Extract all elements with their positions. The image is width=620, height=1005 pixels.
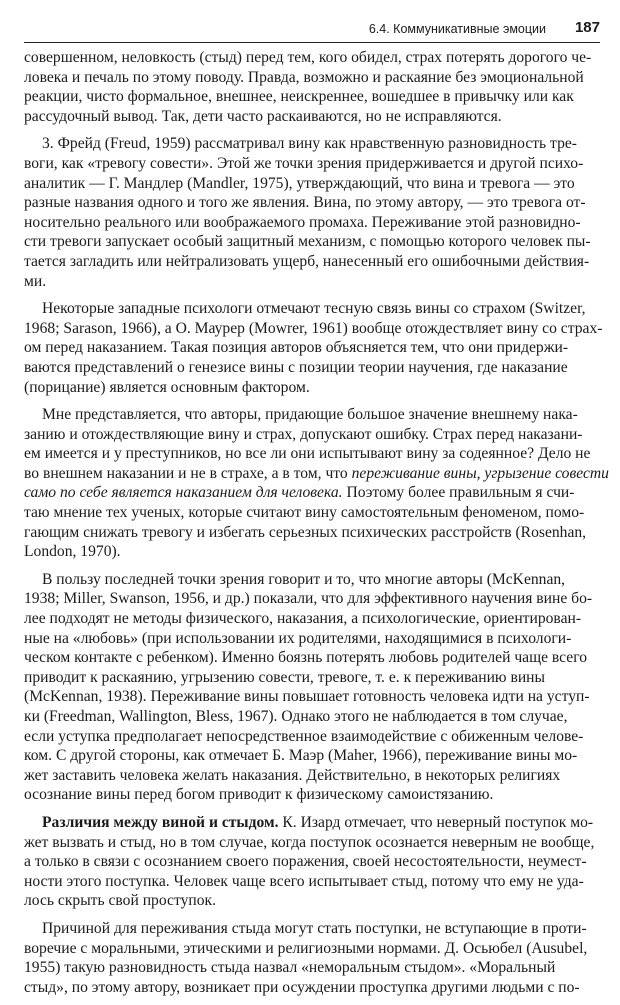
text-line: London, 1970).	[24, 543, 121, 561]
text-line: ком. С другой стороны, как отмечает Б. Маэр (Maher, 1966), переживание вины мо-	[24, 747, 578, 765]
text-line: таю мнение тех ученых, которые считают вину самостоятельным феноменом, помо-	[24, 504, 585, 522]
text-line: 1938; Miller, Swanson, 1956, и др.) показали, что для эффективного научения вине бо-	[24, 590, 593, 608]
run-in-heading: Различия между виной и стыдом.	[42, 813, 279, 831]
text-line: (порицание) является основным фактором.	[24, 378, 310, 396]
text-line	[24, 464, 620, 484]
text-line: рассудочный вывод. Так, дети часто раскаиваются, но не исправляются.	[24, 107, 502, 125]
text-line: осознание вины перед богом приводит к физическому самоистязанию.	[24, 786, 494, 804]
text-line: воречие с моральными, этическими и религиозными нормами. Д. Осьюбел (Ausubel,	[24, 939, 588, 957]
text-line	[24, 813, 620, 833]
text-line: ки (Freedman, Wallington, Bless, 1967). Однако этого не наблюдается в том случае,	[24, 708, 568, 725]
text-line: Причиной для переживания стыда могут стать поступки, не вступающие в проти-	[42, 919, 587, 937]
text-line: 1968; Sarason, 1966), а О. Маурер (Mowrer, 1961) вообще отождествляет вину со страх-	[24, 319, 603, 337]
text-line: Некоторые западные психологи отмечают тесную связь вины со страхом (Switzer,	[42, 300, 586, 318]
paragraph	[24, 405, 620, 562]
paragraph	[24, 570, 620, 805]
italic-emphasis: переживание вины, угрызение совести	[351, 464, 609, 482]
paragraph	[24, 299, 620, 397]
paragraph	[24, 919, 620, 997]
text-run: Поэтому более правильным я счи-	[342, 484, 575, 502]
text-line: сти тревоги запускает особый защитный механизм, с помощью которого человек пы-	[24, 233, 591, 251]
text-line: совершенном, неловкость (стыд) перед тем, кого обидел, страх потерять дорогого че-	[24, 49, 592, 66]
text-line: приводит к раскаянию, угрызению совести, тревоге, т. е. к переживанию вины	[24, 668, 545, 686]
text-line: разные названия одного и того же явления. Вина, по этому автору, — это тревога от-	[24, 194, 586, 212]
text-line: а только в связи с осознанием своего поражения, своей несостоятельности, неумест-	[24, 853, 587, 871]
text-line: аналитик — Г. Мандлер (Mandler, 1975), утверждающий, что вина и тревога — это	[24, 174, 575, 192]
text-line: (McKennan, 1938). Переживание вины повышает готовность человека идти на уступ-	[24, 688, 590, 706]
text-line: ом перед наказанием. Такая позиция авторов объясняется тем, что они придержи-	[24, 339, 569, 357]
text-line: 1955) такую разновидность стыда назвал «неморальным стыдом». «Моральный	[24, 959, 556, 977]
paragraph	[24, 813, 620, 911]
italic-emphasis: само по себе является наказанием для человека.	[24, 484, 343, 502]
running-header	[24, 18, 600, 43]
text-line: ваются представлений о генезисе вины с позиции теории научения, где наказание	[24, 358, 568, 376]
text-line: ные на «любовь» (при использовании их родителями, находящимися в психологи-	[24, 629, 572, 647]
text-line: ем имеется и у преступников, но все ли они испытывают вину за содеянное? Дело не	[24, 445, 591, 463]
paragraph	[24, 134, 620, 291]
text-line: жет заставить человека желать наказания. Действительно, в некоторых религиях	[24, 766, 561, 784]
text-line: стыд», по этому автору, возникает при осуждении проступка другими людьми с по-	[24, 978, 580, 996]
section-title: 6.4. Коммуникативные эмоции	[368, 22, 546, 36]
text-line: реакции, чисто формальное, внешнее, неискреннее, вошедшее в привычку или как	[24, 88, 574, 106]
text-line: ности этого поступка. Человек чаще всего испытывает стыд, потому что ему не уда-	[24, 872, 584, 890]
text-run: во внешнем наказании и не в страхе, а в том, что	[24, 464, 352, 482]
page-number: 187	[574, 19, 600, 36]
text-run: К. Изард отмечает, что неверный поступок мо-	[278, 813, 594, 831]
text-line: тается загладить или нейтрализовать ущерб, нанесенный его ошибочными действия-	[24, 252, 590, 270]
text-line	[24, 483, 620, 503]
text-line: ми.	[24, 272, 47, 290]
text-line: ловека и печаль по этому поводу. Правда, возможно и раскаяние без эмоциональной	[24, 68, 584, 86]
text-line: лось скрыть свой проступок.	[24, 892, 216, 910]
text-line: ческом контакте с ребенком). Именно боязнь потерять любовь родителей чаще всего	[24, 649, 588, 667]
text-line: В пользу последней точки зрения говорит и то, что многие авторы (McKennan,	[42, 570, 566, 588]
text-line: 3. Фрейд (Freud, 1959) рассматривал вину как нравственную разновидность тре-	[42, 135, 577, 153]
paragraph	[24, 48, 620, 126]
body-text	[24, 48, 620, 1005]
text-line: Мне представляется, что авторы, придающие большое значение внешнему нака-	[42, 406, 578, 424]
text-line: если уступка предполагает непосредственное взаимодействие с обиженным челове-	[24, 727, 584, 745]
text-line: занию и отождествляющие вину и страх, допускают ошибку. Страх перед наказани-	[24, 425, 583, 443]
text-line: гающим снижать тревогу и избегать серьезных психических расстройств (Rosenhan,	[24, 523, 587, 541]
text-line: жет вызвать и стыд, но в том случае, когда поступок осознается неверным не вообще,	[24, 833, 595, 851]
text-line: носительно реального или воображаемого промаха. Переживание этой разновидно-	[24, 213, 581, 231]
text-line: воги, как «тревогу совести». Этой же точки зрения придерживается и другой психо-	[24, 154, 584, 172]
text-line: лее подходят не методы физического, наказания, а психологические, ориентирован-	[24, 610, 582, 628]
